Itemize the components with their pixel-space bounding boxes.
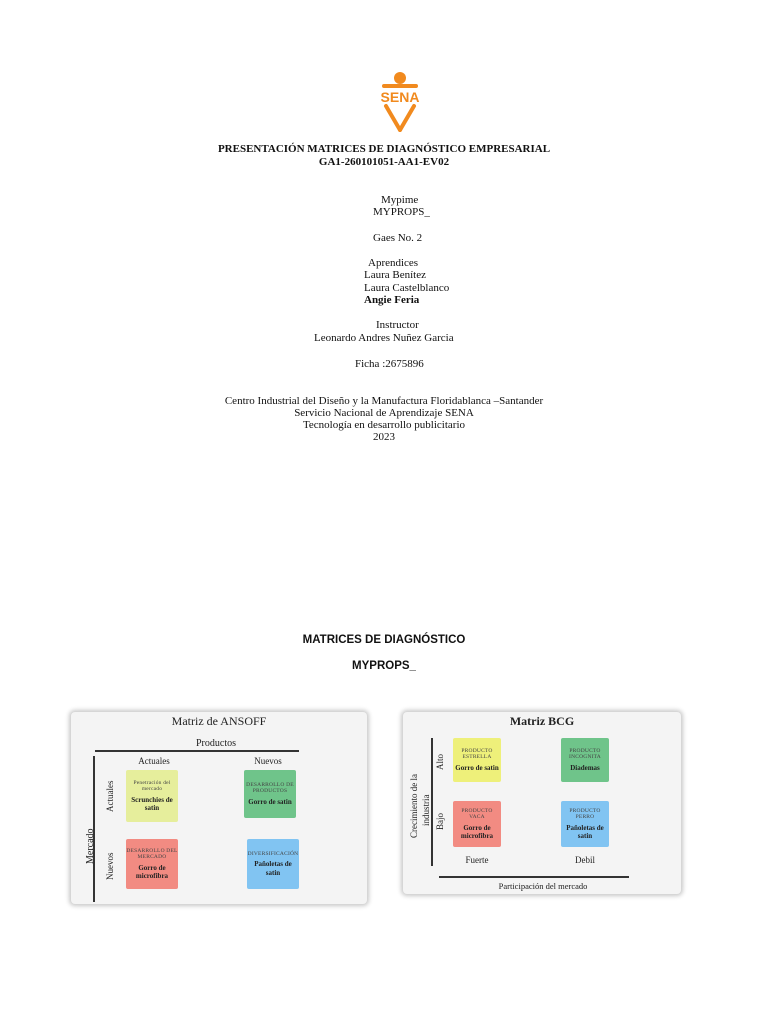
- ansoff-top-axis: [95, 750, 299, 752]
- mypime-label: Mypime: [381, 194, 419, 206]
- gaes-number: Gaes No. 2: [373, 232, 423, 244]
- bcg-y-axis-label-2: industria: [421, 794, 431, 826]
- bcg-cell-incognita: [561, 738, 609, 782]
- ansoff-cell-caption: DESARROLLO DEL MERCADO: [126, 847, 178, 860]
- ficha: Ficha :2675896: [355, 358, 424, 370]
- mypime-name: MYPROPS_: [373, 206, 430, 218]
- ansoff-cell-desarrollo-mercado: [126, 839, 178, 889]
- bcg-cell-caption: PRODUCTO ESTRELLA: [461, 747, 493, 761]
- bcg-y-axis: [431, 738, 433, 866]
- document-year: 2023: [373, 431, 395, 443]
- bcg-cell-caption: PRODUCTO PERRO: [569, 807, 601, 820]
- ansoff-cell-item: Pañoletas de satin: [254, 860, 292, 877]
- ansoff-actuales-row: Actuales: [105, 780, 115, 812]
- institution-name: Servicio Nacional de Aprendizaje SENA: [294, 407, 474, 419]
- ansoff-productos-label: Productos: [196, 738, 236, 749]
- aprendiz-1: Laura Benítez: [364, 269, 426, 281]
- ansoff-cell-item: Scrunchies de satin: [131, 795, 173, 812]
- sena-logo-icon: [370, 70, 430, 132]
- ansoff-cell-penetracion: [126, 770, 178, 822]
- institution-center: Centro Industrial del Diseño y la Manufactura Floridablanca –Santander: [224, 395, 544, 407]
- bcg-debil-label: Debil: [575, 855, 595, 865]
- ansoff-mercado-label: Mercado: [85, 828, 96, 864]
- ansoff-cell-caption: Penetración del mercado: [133, 779, 171, 792]
- institution-program: Tecnología en desarrollo publicitario: [302, 419, 466, 431]
- aprendices-label: Aprendices: [368, 257, 419, 269]
- bcg-cell-item: Diademas: [570, 763, 600, 772]
- ansoff-cell-item: Gorro de satin: [248, 797, 292, 806]
- svg-text:SENA: SENA: [380, 89, 420, 105]
- aprendiz-2: Laura Castelblanco: [364, 282, 450, 294]
- bcg-cell-caption: PRODUCTO INCOGNITA: [569, 747, 601, 761]
- bcg-fuerte-label: Fuerte: [465, 855, 489, 865]
- ansoff-cell-item: Gorro de microfibra: [135, 863, 169, 880]
- bcg-cell-item: Pañoletas de satin: [566, 823, 604, 840]
- bcg-cell-estrella: [453, 738, 501, 782]
- bcg-cell-caption: PRODUCTO VACA: [461, 807, 493, 820]
- ansoff-cell-desarrollo-productos: [244, 770, 296, 818]
- document-title: PRESENTACIÓN MATRICES DE DIAGNÓSTICO EMPRESARIAL: [217, 143, 551, 155]
- bcg-y-axis-label-1: Crecimiento de la: [409, 774, 419, 838]
- bcg-cell-perro: [561, 801, 609, 847]
- sena-logo: [370, 70, 430, 132]
- bcg-x-axis-label: Participación del mercado: [498, 881, 588, 891]
- bcg-cell-vaca: [453, 801, 501, 847]
- section-heading: MATRICES DE DIAGNÓSTICO: [302, 634, 466, 646]
- ansoff-cell-caption: DIVERSIFICACIÓN: [247, 850, 299, 857]
- instructor-label: Instructor: [376, 319, 419, 331]
- bcg-matrix: [403, 712, 681, 894]
- aprendiz-3: Angie Feria: [364, 294, 420, 306]
- ansoff-cell-caption: DESARROLLO DE PRODUCTOS: [246, 781, 294, 795]
- bcg-title: Matriz BCG: [509, 714, 575, 728]
- bcg-bajo-label: Bajo: [435, 813, 445, 830]
- bcg-x-axis: [439, 876, 629, 878]
- bcg-cell-item: Gorro de microfibra: [460, 823, 494, 840]
- ansoff-title: Matriz de ANSOFF: [171, 714, 267, 728]
- section-subheading: MYPROPS_: [352, 660, 416, 672]
- ansoff-nuevos-row: Nuevos: [105, 852, 115, 880]
- ansoff-cell-diversificacion: [247, 839, 299, 889]
- document-code: GA1-260101051-AA1-EV02: [318, 156, 450, 168]
- ansoff-matrix: [71, 712, 367, 904]
- bcg-alto-label: Alto: [435, 753, 445, 770]
- bcg-cell-item: Gorro de satin: [455, 763, 499, 772]
- ansoff-actuales-col: Actuales: [138, 756, 170, 766]
- ansoff-nuevos-col: Nuevos: [254, 756, 282, 766]
- instructor-name: Leonardo Andres Nuñez Garcia: [314, 332, 454, 344]
